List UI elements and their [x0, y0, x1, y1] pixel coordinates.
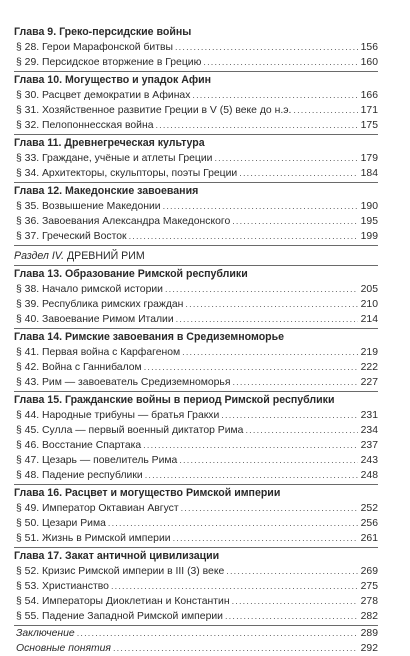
entry-title: § 31. Хозяйственное развитие Греции в V (5) веке до н.э.	[16, 105, 292, 116]
entry-title: § 51. Жизнь в Римской империи	[16, 533, 171, 544]
toc-entry[interactable]	[14, 40, 378, 55]
chapter-heading	[14, 136, 378, 151]
dot-leader	[179, 453, 358, 468]
page-number: 256	[360, 518, 378, 529]
entry-title: § 34. Архитекторы, скульпторы, поэты Греции	[16, 168, 238, 179]
page-number: 166	[360, 90, 378, 101]
page-number: 278	[360, 596, 378, 607]
dot-leader	[232, 594, 358, 609]
entry-title: Заключение	[16, 628, 75, 639]
toc-entry[interactable]	[14, 199, 378, 214]
toc-entry[interactable]	[14, 453, 378, 468]
dot-leader	[113, 641, 358, 656]
toc-entry[interactable]	[14, 282, 378, 297]
dot-leader	[185, 297, 358, 312]
dot-leader	[226, 564, 358, 579]
dot-leader	[192, 88, 358, 103]
divider	[14, 134, 378, 135]
entry-title: § 35. Возвышение Македонии	[16, 201, 161, 212]
dot-leader	[232, 375, 358, 390]
entry-title: Основные понятия	[16, 643, 111, 654]
dot-leader	[143, 438, 358, 453]
entry-title: § 44. Народные трибуны — братья Гракхи	[16, 410, 220, 421]
page-number: 252	[360, 503, 378, 514]
chapter-title: Глава 10. Могущество и упадок Афин	[14, 74, 212, 86]
entry-title: § 38. Начало римской истории	[16, 284, 163, 295]
page-number: 219	[360, 347, 378, 358]
entry-title: § 50. Цезари Рима	[16, 518, 106, 529]
chapter-heading	[14, 267, 378, 282]
page-number: 222	[360, 362, 378, 373]
entry-title: § 52. Кризис Римской империи в III (3) веке	[16, 566, 225, 577]
chapter-title: Глава 14. Римские завоевания в Средиземноморье	[14, 331, 285, 343]
entry-title: § 28. Герои Марафонской битвы	[16, 42, 173, 53]
chapter-title: Глава 15. Гражданские войны в период Римской республики	[14, 394, 335, 406]
divider	[14, 391, 378, 392]
toc-entry[interactable]	[14, 501, 378, 516]
toc-entry[interactable]	[14, 408, 378, 423]
chapter-title: Глава 13. Образование Римской республики	[14, 268, 248, 280]
chapter-title: Глава 11. Древнегреческая культура	[14, 137, 205, 149]
dot-leader	[225, 609, 358, 624]
toc-entry[interactable]	[14, 312, 378, 327]
toc-entry[interactable]	[14, 88, 378, 103]
entry-title: § 41. Первая война с Карфагеном	[16, 347, 181, 358]
dot-leader	[175, 40, 358, 55]
dot-leader	[165, 282, 358, 297]
page-number: 160	[360, 57, 378, 68]
page-number: 184	[360, 168, 378, 179]
page-number: 292	[360, 643, 378, 654]
divider	[14, 484, 378, 485]
page-number: 248	[360, 470, 378, 481]
dot-leader	[239, 166, 358, 181]
dot-leader	[181, 501, 358, 516]
dot-leader	[129, 229, 358, 244]
entry-title: § 39. Республика римских граждан	[16, 299, 184, 310]
chapter-title: Глава 12. Македонские завоевания	[14, 185, 199, 197]
chapter-heading	[14, 73, 378, 88]
toc-entry[interactable]	[14, 166, 378, 181]
part-title: ДРЕВНИЙ РИМ	[66, 250, 145, 262]
toc-entry[interactable]	[14, 609, 378, 624]
toc-entry[interactable]	[14, 297, 378, 312]
entry-title: § 43. Рим — завоеватель Средиземноморья	[16, 377, 231, 388]
page-number: 190	[360, 201, 378, 212]
part-heading	[14, 246, 378, 264]
page-number: 234	[360, 425, 378, 436]
page-number: 269	[360, 566, 378, 577]
page-number: 156	[360, 42, 378, 53]
page-number: 261	[360, 533, 378, 544]
dot-leader	[163, 199, 358, 214]
toc-entry[interactable]	[14, 594, 378, 609]
chapter-heading	[14, 25, 378, 40]
dot-leader	[144, 360, 358, 375]
page-number: 237	[360, 440, 378, 451]
toc-entry[interactable]	[14, 468, 378, 483]
divider	[14, 71, 378, 72]
page-number: 282	[360, 611, 378, 622]
toc-entry[interactable]	[14, 626, 378, 641]
page-number: 179	[360, 153, 378, 164]
entry-title: § 40. Завоевание Римом Италии	[16, 314, 174, 325]
chapter-heading	[14, 330, 378, 345]
page-number: 171	[360, 105, 378, 116]
toc-entry[interactable]	[14, 345, 378, 360]
toc-entry[interactable]	[14, 214, 378, 229]
page-number: 210	[360, 299, 378, 310]
entry-title: § 53. Христианство	[16, 581, 109, 592]
dot-leader	[182, 345, 358, 360]
dot-leader	[221, 408, 358, 423]
dot-leader	[214, 151, 358, 166]
toc-entry[interactable]	[14, 438, 378, 453]
toc-entry[interactable]	[14, 564, 378, 579]
entry-title: § 33. Граждане, учёные и атлеты Греции	[16, 153, 213, 164]
page-number: 175	[360, 120, 378, 131]
entry-title: § 30. Расцвет демократии в Афинах	[16, 90, 191, 101]
toc-entry[interactable]	[14, 360, 378, 375]
divider	[14, 547, 378, 548]
dot-leader	[232, 214, 358, 229]
page-number: 195	[360, 216, 378, 227]
entry-title: § 55. Падение Западной Римской империи	[16, 611, 223, 622]
page-number: 243	[360, 455, 378, 466]
dot-leader	[293, 103, 358, 118]
toc-entry[interactable]	[14, 375, 378, 390]
chapter-heading	[14, 549, 378, 564]
toc-entry[interactable]	[14, 641, 378, 656]
chapter-heading	[14, 393, 378, 408]
entry-title: § 47. Цезарь — повелитель Рима	[16, 455, 178, 466]
page-number: 231	[360, 410, 378, 421]
entry-title: § 45. Сулла — первый военный диктатор Рима	[16, 425, 244, 436]
dot-leader	[176, 312, 358, 327]
toc-entry[interactable]	[14, 151, 378, 166]
entry-title: § 32. Пелопоннесская война	[16, 120, 154, 131]
dot-leader	[203, 55, 358, 70]
page-number: 214	[360, 314, 378, 325]
dot-leader	[155, 118, 358, 133]
entry-title: § 48. Падение республики	[16, 470, 143, 481]
entry-title: § 37. Греческий Восток	[16, 231, 127, 242]
dot-leader	[145, 468, 358, 483]
page-number: 275	[360, 581, 378, 592]
page-number: 199	[360, 231, 378, 242]
chapter-title: Глава 16. Расцвет и могущество Римской империи	[14, 487, 281, 499]
entry-title: § 36. Завоевания Александра Македонского	[16, 216, 231, 227]
page-number: 289	[360, 628, 378, 639]
entry-title: § 46. Восстание Спартака	[16, 440, 142, 451]
toc-entry[interactable]	[14, 229, 378, 244]
toc-entry[interactable]	[14, 516, 378, 531]
toc-entry[interactable]	[14, 118, 378, 133]
dot-leader	[173, 531, 358, 546]
entry-title: § 49. Император Октавиан Август	[16, 503, 179, 514]
toc-entry[interactable]	[14, 55, 378, 70]
dot-leader	[77, 626, 358, 641]
chapter-title: Глава 9. Греко-персидские войны	[14, 26, 192, 38]
toc-entry[interactable]	[14, 423, 378, 438]
dot-leader	[108, 516, 358, 531]
part-label: Раздел IV.	[14, 250, 65, 262]
divider	[14, 182, 378, 183]
dot-leader	[245, 423, 358, 438]
chapter-heading	[14, 184, 378, 199]
page-number: 227	[360, 377, 378, 388]
toc-entry[interactable]	[14, 103, 378, 118]
divider	[14, 328, 378, 329]
chapter-heading	[14, 486, 378, 501]
entry-title: § 42. Война с Ганнибалом	[16, 362, 142, 373]
entry-title: § 54. Императоры Диоклетиан и Константин	[16, 596, 230, 607]
chapter-title: Глава 17. Закат античной цивилизации	[14, 550, 220, 562]
toc-entry[interactable]	[14, 531, 378, 546]
entry-title: § 29. Персидское вторжение в Грецию	[16, 57, 202, 68]
page-number: 205	[360, 284, 378, 295]
